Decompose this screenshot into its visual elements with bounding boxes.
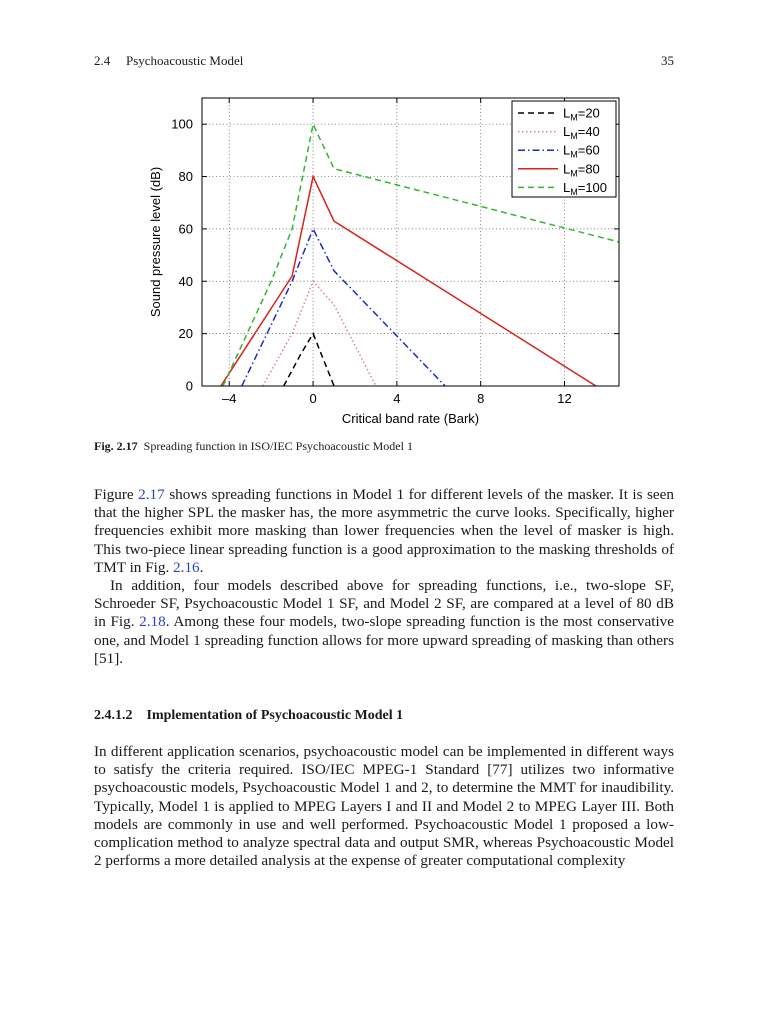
running-header xyxy=(94,53,674,71)
figure-label: Fig. 2.17 xyxy=(94,439,138,453)
subsection-title: Implementation of Psychoacoustic Model 1 xyxy=(146,708,404,723)
figure-caption xyxy=(94,439,674,454)
series-line-l80 xyxy=(221,177,596,387)
paragraph-1 xyxy=(94,486,674,577)
legend-entry-label: $L_M=100$ xyxy=(563,179,608,197)
section-number: 2.4 xyxy=(94,53,111,68)
subsection-number: 2.4.1.2 xyxy=(94,708,133,723)
x-tick-label: –4 xyxy=(222,391,237,406)
subsection-heading xyxy=(94,708,674,724)
spreading-function-chart xyxy=(140,90,630,430)
legend-entry-label: $L_M=60$ xyxy=(563,142,600,160)
legend-entry-label: $L_M=20$ xyxy=(563,105,600,123)
figure-ref-link[interactable]: 2.16 xyxy=(173,558,200,576)
chart-legend xyxy=(512,101,616,197)
figure-ref-link[interactable]: 2.18 xyxy=(139,613,166,631)
legend-entry-label: $L_M=40$ xyxy=(563,124,600,142)
para1-text-1: Figure xyxy=(94,486,139,503)
x-tick-label: 0 xyxy=(309,391,317,406)
y-tick-label: 100 xyxy=(171,116,193,132)
x-tick-label: 4 xyxy=(393,391,401,406)
x-tick-label: 12 xyxy=(557,391,572,406)
y-axis-label: Sound pressure level (dB) xyxy=(148,166,163,318)
para1-text-2: shows spreading functions in Model 1 for different levels of the masker. It is seen that the higher SPL the masker has, the more asymmetric the curve looks. Specifically, higher frequencies exhibit more masking than lower frequencies when the level of masker is high. This two-piece linear spreading function is a good approximation to the masking thresholds of TMT in Fig. xyxy=(94,486,674,576)
y-tick-label: 60 xyxy=(178,221,193,237)
paragraph-3: In different application scenarios, psychoacoustic model can be implemented in different ways to satisfy the criteria required. ISO/IEC MPEG-1 Standard [77] utilizes two informative psychoacoustic models, Psychoacoustic Model 1 and 2, to determine the MMT for inaudibility. Typically, Model 1 is applied to MPEG Layers I and II and Model 2 to MPEG Layer III. Both models are commonly in use and well performed. Psychoacoustic Model 1 proposed a low-complication method to analyze spectral data and output SMR, whereas Psychoacoustic Model 2 performs a more detailed analysis at the expense of greater computational complexity xyxy=(94,743,674,870)
y-tick-label: 40 xyxy=(178,273,193,289)
para2-text-2: . Among these four models, two-slope spreading function is the most conservative one, and Model 1 spreading function allows for more upward spreading of masking than others [51]. xyxy=(94,613,674,667)
y-tick-label: 80 xyxy=(178,169,193,185)
figure-ref-link[interactable]: 2.17 xyxy=(138,486,165,503)
paragraph-2 xyxy=(94,577,674,668)
figure-caption-text: Spreading function in ISO/IEC Psychoacoustic Model 1 xyxy=(143,439,413,453)
page-number: 35 xyxy=(661,53,674,68)
section-title: Psychoacoustic Model xyxy=(126,53,244,68)
series-line-l20 xyxy=(284,334,334,386)
x-tick-label: 8 xyxy=(477,391,485,406)
para1-text-3: . xyxy=(199,558,204,576)
x-axis-label: Critical band rate (Bark) xyxy=(341,411,480,426)
y-tick-label: 20 xyxy=(178,326,193,342)
legend-entry-label: $L_M=80$ xyxy=(563,161,600,179)
y-tick-label: 0 xyxy=(185,378,193,394)
para2-text-1: In addition, four models described above for spreading functions, i.e., two-slope SF, Schroeder SF, Psychoacoustic Model 1 SF, and Model 2 SF, are compared at a level of 80 dB in Fig. xyxy=(94,577,674,631)
